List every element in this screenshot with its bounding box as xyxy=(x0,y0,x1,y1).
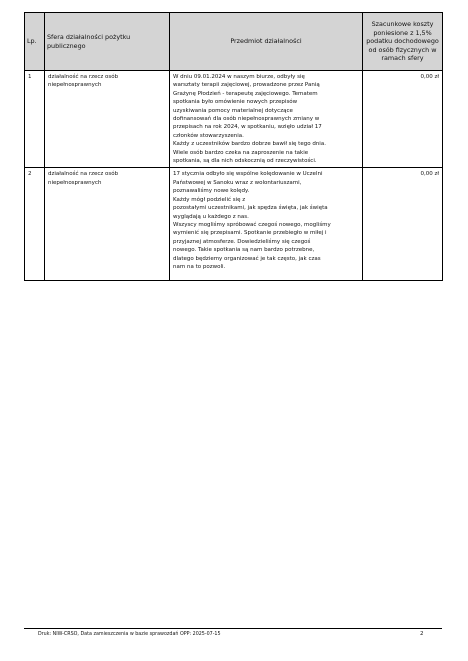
row-koszt: 0,00 zł xyxy=(363,71,443,168)
desc-line: uzyskiwania pomocy materialnej dotyczące xyxy=(173,107,293,114)
row-opis xyxy=(170,168,363,281)
header-sfera: Sfera działalności pożytku publicznego xyxy=(45,13,170,71)
header-lp: Lp. xyxy=(25,13,45,71)
desc-line: warsztaty terapii zajęciowej, prowadzone przez Panią xyxy=(173,82,320,89)
desc-line: nowego. Takie spotkania są nam bardzo potrzebne, xyxy=(173,247,315,254)
desc-line: przepisach na rok 2024, w spotkaniu, wzięło udział 17 xyxy=(173,124,322,131)
desc-line: spotkania, są dla nich odskocznią od rzeczywistości. xyxy=(173,158,317,165)
desc-line: poznawaliśmy nowe kolędy. xyxy=(173,188,250,195)
row-sfera: działalność na rzecz osób niepełnosprawnych xyxy=(45,71,170,168)
desc-line: Wszyscy mogliśmy spróbować czegoś nowego, mogliśmy xyxy=(173,221,331,228)
table-row xyxy=(25,168,443,281)
desc-line: nam na to pozwoli. xyxy=(173,263,226,270)
desc-line: członków stowarzyszenia. xyxy=(173,132,244,139)
desc-line: Każdy z uczestników bardzo dobrze bawił się tego dnia. xyxy=(173,141,326,148)
desc-line: W dniu 09.01.2024 w naszym biurze, odbyły się xyxy=(173,74,305,80)
row-opis xyxy=(170,71,363,168)
table-header-row xyxy=(25,13,443,71)
desc-line: Państwowej w Sanoku wraz z wolontariuszami, xyxy=(173,179,302,186)
desc-line: przyjaznej atmosferze. Dowiedzieliśmy się czegoś xyxy=(173,238,311,245)
desc-line: wyglądają u każdego z nas. xyxy=(173,213,249,220)
footer-print-info: Druk: NIW-CRSO, Data zamieszczenia w bazie sprawozdań OPP: 2025-07-15 xyxy=(38,632,221,637)
desc-line: Wiele osób bardzo czeka na zaproszenie na takie xyxy=(173,149,309,156)
desc-line: wymienić się przepisami. Spotkanie przebiegło w miłej i xyxy=(173,230,327,237)
table-row xyxy=(25,71,443,168)
header-przedmiot: Przedmiot działalności xyxy=(170,13,363,71)
footer-divider xyxy=(24,628,442,629)
row-sfera: działalność na rzecz osób niepełnosprawnych xyxy=(45,168,170,281)
desc-line: 17 stycznia odbyło się wspólne kolędowanie w Uczelni xyxy=(173,171,323,178)
row-lp: 1 xyxy=(25,71,45,168)
desc-line: Grażynę Płodzień - terapeutę zajęciowego. Tematem xyxy=(173,90,318,97)
row-lp: 2 xyxy=(25,168,45,281)
page-number: 2 xyxy=(420,631,424,637)
desc-line: Każdy mógł podzielić się z xyxy=(173,196,246,203)
desc-line: dofinansowań dla osób niepełnosprawnych zmiany w xyxy=(173,116,320,123)
row-koszt: 0,00 zł xyxy=(363,168,443,281)
desc-line: pozostałymi uczestnikami, jak spędza święta, jak święta xyxy=(173,205,328,212)
desc-line: spotkania było omówienie nowych przepisów xyxy=(173,99,298,106)
activity-table xyxy=(24,12,443,281)
desc-line: dlatego będziemy organizować je tak często, jak czas xyxy=(173,255,321,262)
header-koszty: Szacunkowe koszty poniesione z 1,5% podatku dochodowego od osób fizycznych w ramach sfery xyxy=(363,13,443,71)
